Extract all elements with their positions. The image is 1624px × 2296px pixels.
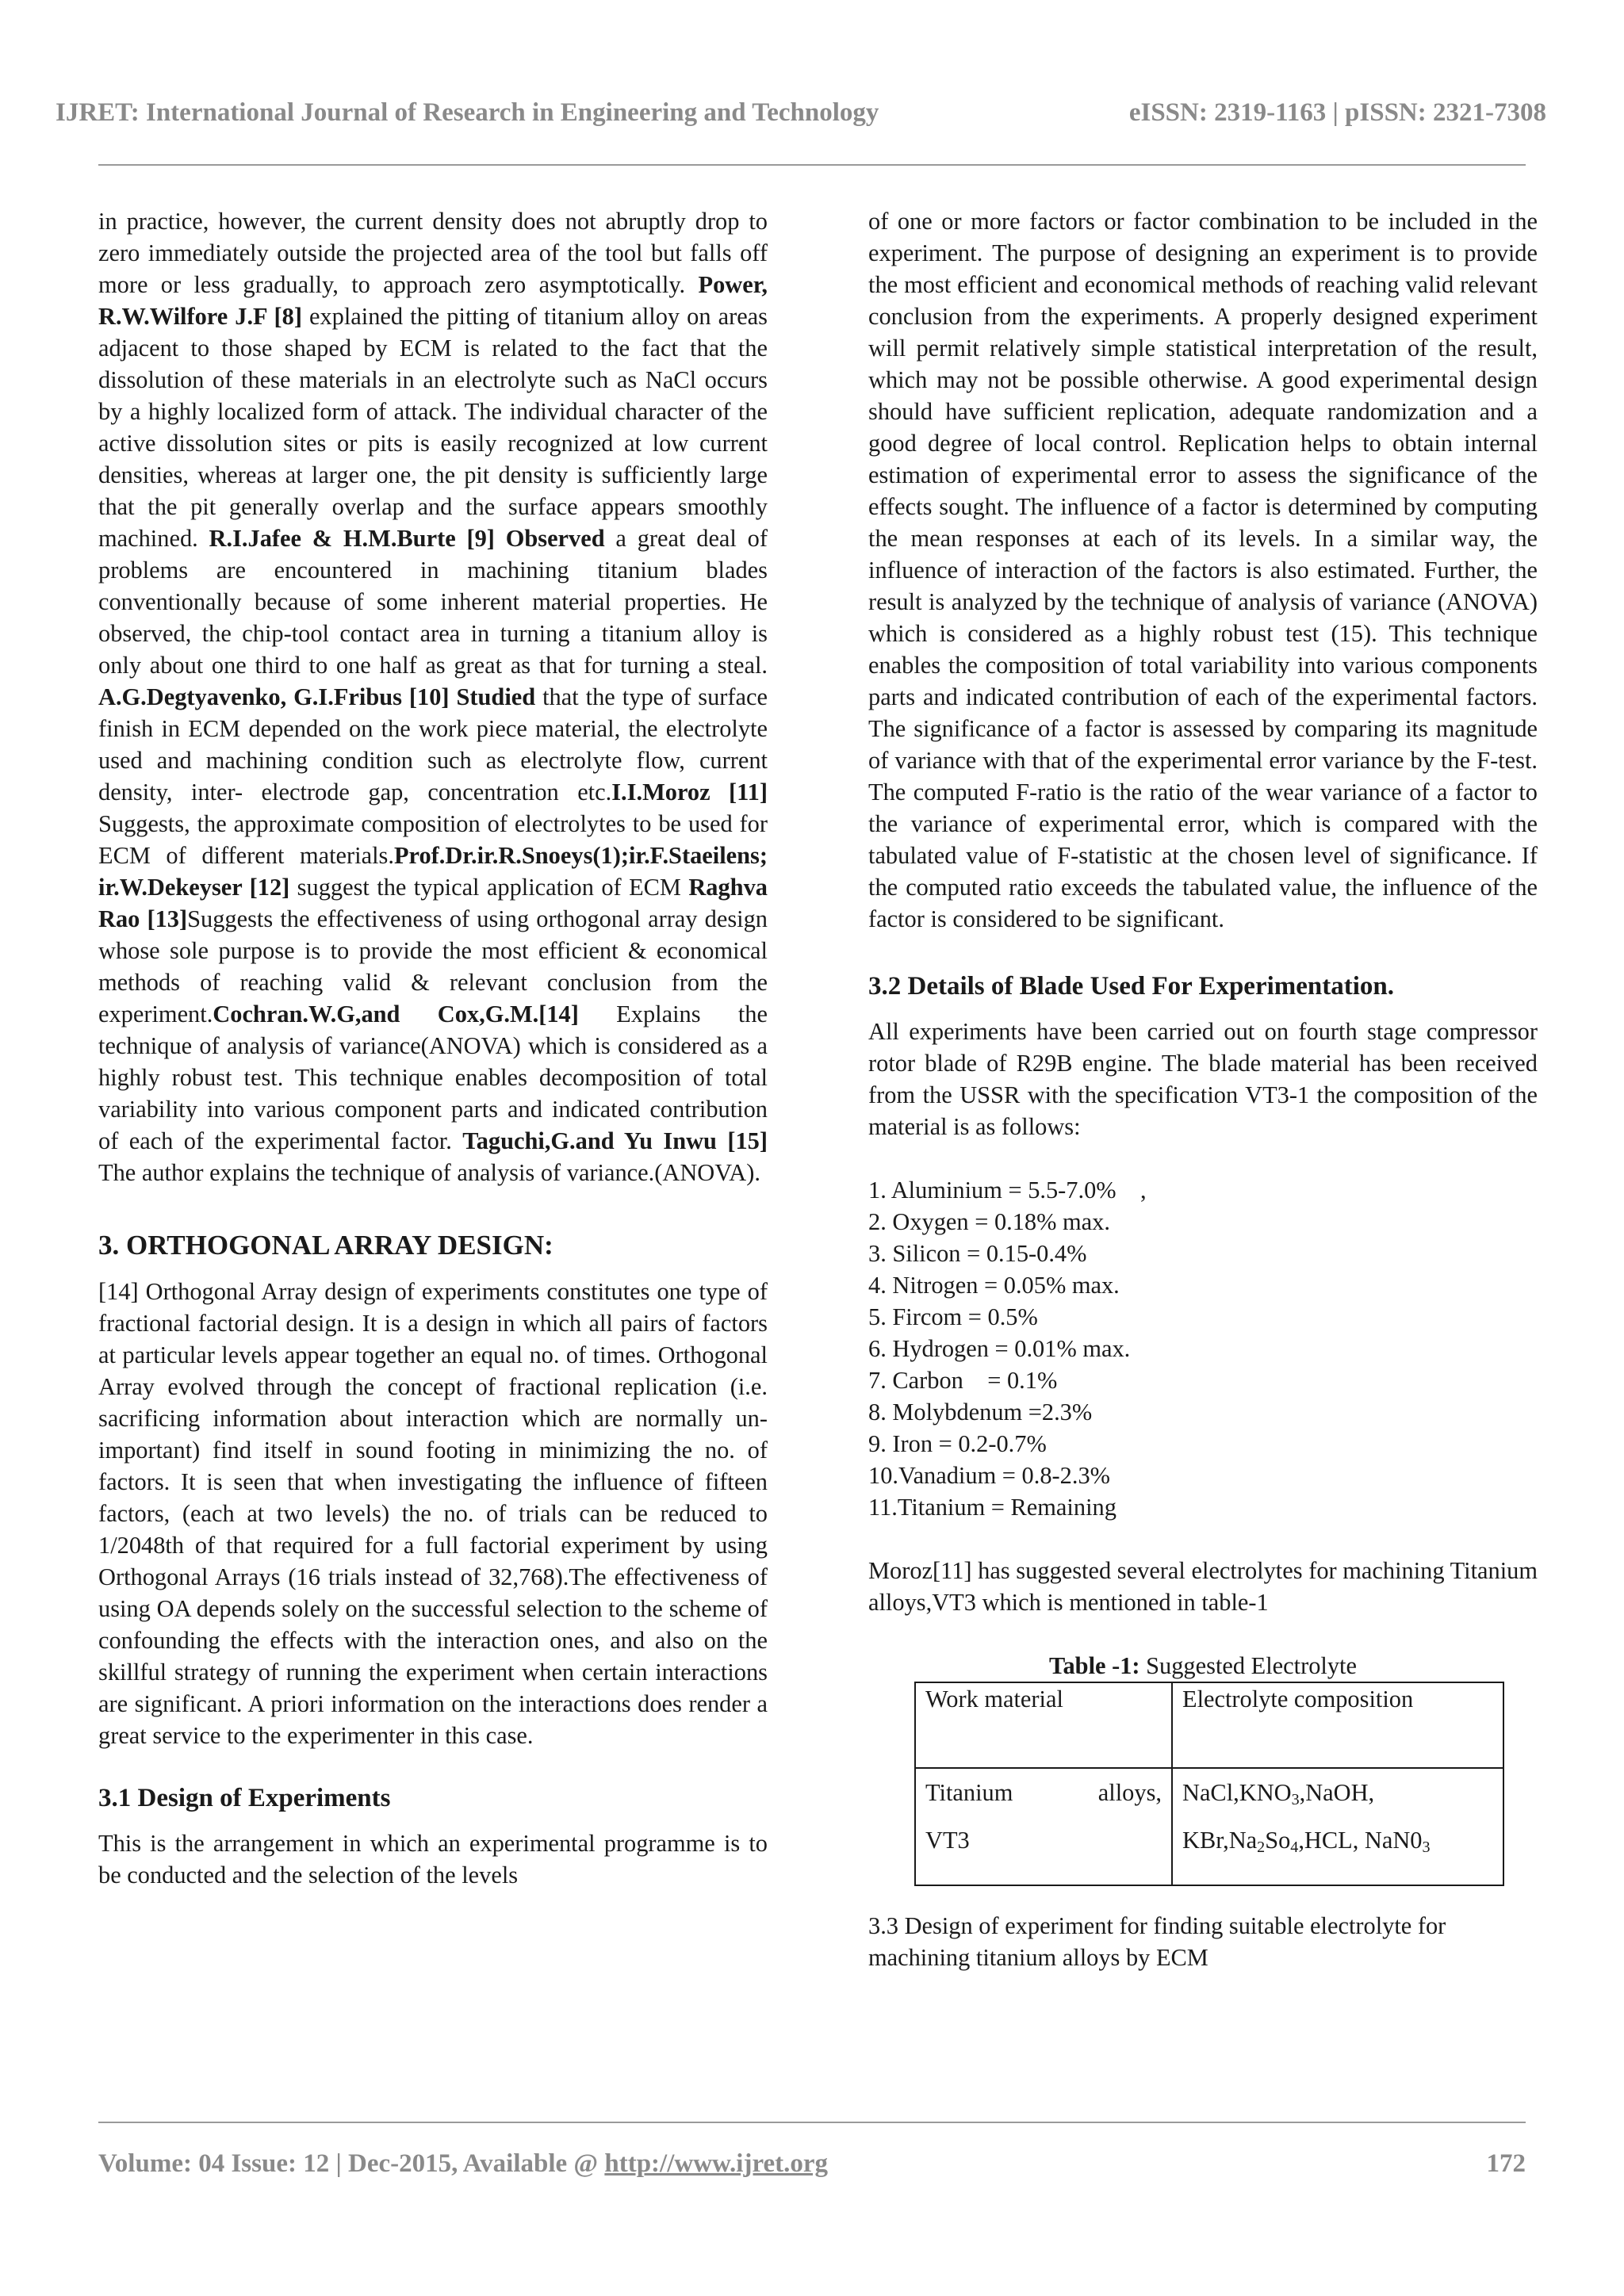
cell-text: Titanium: [925, 1779, 1013, 1806]
list-item: 4. Nitrogen = 0.05% max.: [868, 1272, 1120, 1299]
subscript: 4: [1290, 1839, 1299, 1857]
table-row: [915, 1768, 1503, 1885]
table-cell-work-material: [915, 1768, 1172, 1885]
bold-citation: Power, R.W.Wilfore J.F [8]: [98, 271, 768, 330]
list-item: 9. Iron = 0.2-0.7%: [868, 1430, 1047, 1457]
text-run: ,HCL, NaN0: [1298, 1827, 1423, 1854]
list-item: 10.Vanadium = 0.8-2.3%: [868, 1462, 1110, 1489]
table-cell-electrolyte: [1172, 1768, 1503, 1885]
text-run: suggest the typical application of ECM: [289, 874, 689, 901]
electrolyte-table: [914, 1682, 1504, 1886]
running-header: [56, 98, 1546, 128]
electrolyte-line: [1182, 1824, 1493, 1856]
cell-text: VT3: [925, 1827, 970, 1854]
journal-title: IJRET: International Journal of Research in Engineering and Technology: [56, 98, 879, 127]
list-item: 6. Hydrogen = 0.01% max.: [868, 1335, 1131, 1362]
text-run: that the type of surface finish in ECM depended on the work piece material, the electrolyte used and machining condition such as electrolyte flow, current density, inter- electrode gap, concentration etc.: [98, 683, 768, 806]
section-3-1-heading: 3.1 Design of Experiments: [98, 1784, 391, 1812]
section-3-heading: 3. ORTHOGONAL ARRAY DESIGN:: [98, 1230, 553, 1261]
text-run: So: [1265, 1827, 1291, 1854]
electrolyte-line: [1182, 1777, 1493, 1808]
bold-citation: Taguchi,G.and Yu Inwu [15]: [462, 1127, 768, 1154]
bold-citation: I.I.Moroz [11]: [611, 779, 768, 806]
cell-text: alloys,: [1097, 1779, 1162, 1806]
text-run: The author explains the technique of analysis of variance.(ANOVA).: [98, 1159, 760, 1186]
table-caption-label: Table -1:: [1049, 1652, 1140, 1679]
journal-url-link[interactable]: http://www.ijret.org: [604, 2149, 829, 2178]
list-item: 1. Aluminium = 5.5-7.0% ,: [868, 1177, 1147, 1203]
material-composition-list: [868, 1174, 1538, 1523]
list-item: 8. Molybdenum =2.3%: [868, 1399, 1093, 1425]
bold-citation: Prof.Dr.ir.R.Snoeys(1);ir.F.Staeilens; ir.W.Dekeyser [12]: [98, 842, 768, 901]
footer-rule: [98, 2122, 1526, 2123]
experiment-design-paragraph: of one or more factors or factor combination to be included in the experiment. The purpose of designing an experiment is to provide the most efficient and economical methods of reaching valid relevant conclusion from the experiments. A properly designed experiment will permit relatively simple statistical interpretation of the result, which may not be possible otherwise. A good experimental design should have sufficient replication, adequate randomization and a good degree of local control. Replication helps to obtain internal estimation of experimental error to assess the significance of the effects sought. The influence of a factor is determined by computing the mean responses at each of its levels. In a similar way, the influence of interaction of the factors is also estimated. Further, the result is analyzed by the technique of analysis of variance (ANOVA) which is considered as a highly robust test (15). This technique enables the composition of total variability into various components parts and indicated contribution of each of the experimental factors. The significance of a factor is assessed by comparing its magnitude of variance with that of the experimental error variance by the F-test. The computed F-ratio is the ratio of the wear variance of a factor to the variance of experimental error, which is compared with the tabulated value of F-statistic at the chosen level of significance. If the computed ratio exceeds the tabulated value, the influence of the factor is considered to be significant.: [868, 208, 1538, 932]
left-column: [98, 205, 768, 1891]
table-caption: [868, 1650, 1538, 1682]
text-run: a great deal of problems are encountered in machining titanium blades conventionally because of some inherent material properties. He observed, the chip-tool contact area in turning a titanium alloy is only about one third to one half as great as that for turning a steal.: [98, 525, 768, 679]
header-rule: [98, 164, 1526, 166]
issn-info: eISSN: 2319-1163 | pISSN: 2321-7308: [1128, 98, 1546, 127]
section-3-3-text: 3.3 Design of experiment for finding suitable electrolyte for machining titanium alloys by ECM: [868, 1912, 1446, 1971]
section-3-2-heading: 3.2 Details of Blade Used For Experimentation.: [868, 972, 1395, 1001]
table-header-electrolyte: Electrolyte composition: [1172, 1682, 1503, 1768]
list-item: 7. Carbon = 0.1%: [868, 1367, 1058, 1394]
bold-citation: Raghva Rao [13]: [98, 874, 768, 932]
table-header-work-material: Work material: [915, 1682, 1172, 1768]
orthogonal-array-paragraph: [14] Orthogonal Array design of experiments constitutes one type of fractional factorial design. It is a design in which all pairs of factors at particular levels appear together an equal no. of times. Orthogonal Array evolved through the concept of fractional replication (i.e. sacrificing information about interaction which are normally un-important) find itself in sound footing in minimizing the no. of factors. It is seen that when investigating the influence of fifteen factors, (each at two levels) the no. of trials can be reduced to 1/2048th of that required for a full factorial experiment by using Orthogonal Arrays (16 trials instead of 32,768).The effectiveness of using OA depends solely on the successful selection to the scheme of confounding the effects with the interaction ones, and also on the skillful strategy of running the experiment when certain interactions are significant. A priori information on the interactions does render a great service to the experimenter in this case.: [98, 1278, 768, 1749]
list-item: 3. Silicon = 0.15-0.4%: [868, 1240, 1087, 1267]
text-run: explained the pitting of titanium alloy on areas adjacent to those shaped by ECM is related to the fact that the dissolution of these materials in an electrolyte such as NaCl occurs by a highly localized form of attack. The individual character of the active dissolution sites or pits is easily recognized at low current densities, whereas at larger one, the pit density is sufficiently large that the pit generally overlap and the surface appears smoothly machined.: [98, 303, 768, 552]
footer-volume-text: Volume: 04 Issue: 12 | Dec-2015, Available @: [98, 2149, 605, 2178]
footer-volume: [98, 2149, 828, 2179]
bold-citation: R.I.Jafee & H.M.Burte [9] Observed: [209, 525, 605, 552]
bold-citation: A.G.Degtyavenko, G.I.Fribus [10] Studied: [98, 683, 536, 710]
text-run: KBr,Na: [1182, 1827, 1258, 1854]
list-item: 11.Titanium = Remaining: [868, 1494, 1116, 1521]
bold-citation: Cochran.W.G,and Cox,G.M.[14]: [213, 1001, 579, 1027]
table-caption-text: Suggested Electrolyte: [1139, 1652, 1357, 1679]
text-run: in practice, however, the current density does not abruptly drop to zero immediately outside the projected area of the tool but falls off more or less gradually, to approach zero asymptotically.: [98, 208, 768, 298]
moroz-paragraph: Moroz[11] has suggested several electrolytes for machining Titanium alloys,VT3 which is mentioned in table-1: [868, 1557, 1538, 1616]
text-run: Explains the technique of analysis of variance(ANOVA) which is considered as a highly robust test. This technique enables decomposition of total variability into various component parts and indicated contribution of each of the experimental factor.: [98, 1001, 768, 1154]
right-column: [868, 205, 1538, 1973]
subscript: 2: [1257, 1839, 1266, 1857]
text-run: NaCl,KNO: [1182, 1779, 1292, 1806]
page-number: 172: [1486, 2149, 1526, 2178]
blade-details-paragraph: All experiments have been carried out on fourth stage compressor rotor blade of R29B engine. The blade material has been received from the USSR with the specification VT3-1 the composition of the material is as follows:: [868, 1018, 1538, 1140]
subscript: 3: [1291, 1791, 1300, 1809]
subscript: 3: [1422, 1839, 1431, 1857]
text-run: ,NaOH,: [1299, 1779, 1375, 1806]
list-item: 5. Fircom = 0.5%: [868, 1303, 1038, 1330]
design-of-experiments-paragraph: This is the arrangement in which an experimental programme is to be conducted and the selection of the levels: [98, 1830, 768, 1888]
text-run: Suggests, the approximate composition of electrolytes to be used for ECM of different materials.: [98, 810, 768, 869]
footer: [98, 2149, 1526, 2179]
literature-review-paragraph: [98, 205, 768, 1188]
text-run: Suggests the effectiveness of using orthogonal array design whose sole purpose is to provide the most efficient & economical methods of reaching valid & relevant conclusion from the experiment.: [98, 905, 768, 1027]
table-header-row: [915, 1682, 1503, 1768]
list-item: 2. Oxygen = 0.18% max.: [868, 1208, 1110, 1235]
